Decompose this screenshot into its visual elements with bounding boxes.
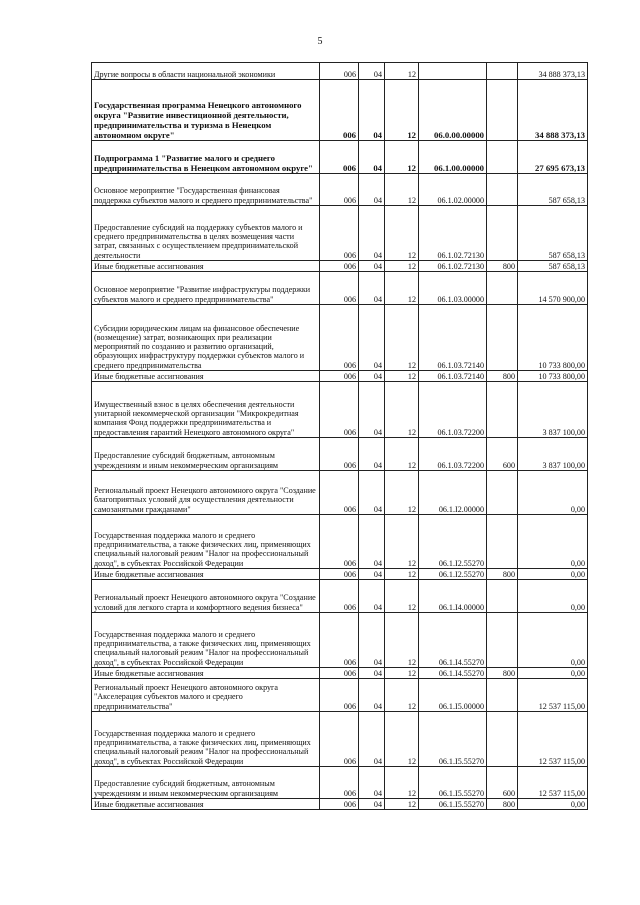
ministry-code-cell: 006 bbox=[320, 382, 359, 438]
section-code-cell: 04 bbox=[359, 141, 385, 174]
section-code-cell: 04 bbox=[359, 679, 385, 712]
ministry-code-cell: 006 bbox=[320, 206, 359, 261]
table-row bbox=[92, 261, 588, 272]
row-name-cell: Государственная поддержка малого и среднего предпринимательства, а также физических лиц, применяющих специальный налоговый режим "Налог на профессиональный доход", в субъектах Российской Федерации bbox=[92, 515, 320, 569]
row-name-cell: Региональный проект Ненецкого автономного округа "Акселерация субъектов малого и среднего предпринимательства" bbox=[92, 679, 320, 712]
expense-type-cell: 800 bbox=[487, 569, 518, 580]
target-article-cell: 06.1.I5.55270 bbox=[419, 799, 487, 810]
amount-cell: 3 837 100,00 bbox=[518, 438, 588, 471]
amount-cell: 0,00 bbox=[518, 515, 588, 569]
subsection-code-cell: 12 bbox=[385, 613, 419, 668]
ministry-code-cell: 006 bbox=[320, 767, 359, 799]
subsection-code-cell: 12 bbox=[385, 580, 419, 613]
row-name-cell: Основное мероприятие "Развитие инфраструктуры поддержки субъектов малого и среднего предпринимательства" bbox=[92, 272, 320, 305]
target-article-cell: 06.1.02.00000 bbox=[419, 174, 487, 206]
amount-cell: 587 658,13 bbox=[518, 174, 588, 206]
table-row bbox=[92, 799, 588, 810]
ministry-code-cell: 006 bbox=[320, 613, 359, 668]
subsection-code-cell: 12 bbox=[385, 272, 419, 305]
subsection-code-cell: 12 bbox=[385, 382, 419, 438]
expense-type-cell bbox=[487, 712, 518, 767]
section-code-cell: 04 bbox=[359, 174, 385, 206]
amount-cell: 12 537 115,00 bbox=[518, 679, 588, 712]
ministry-code-cell: 006 bbox=[320, 272, 359, 305]
table-row bbox=[92, 569, 588, 580]
section-code-cell: 04 bbox=[359, 471, 385, 515]
table-row bbox=[92, 141, 588, 174]
section-code-cell: 04 bbox=[359, 515, 385, 569]
subsection-code-cell: 12 bbox=[385, 679, 419, 712]
expense-type-cell bbox=[487, 679, 518, 712]
target-article-cell: 06.1.I4.00000 bbox=[419, 580, 487, 613]
amount-cell: 10 733 800,00 bbox=[518, 371, 588, 382]
amount-cell: 0,00 bbox=[518, 668, 588, 679]
row-name-cell: Основное мероприятие "Государственная финансовая поддержка субъектов малого и среднего предпринимательства" bbox=[92, 174, 320, 206]
target-article-cell: 06.0.00.00000 bbox=[419, 80, 487, 141]
expense-type-cell: 800 bbox=[487, 261, 518, 272]
ministry-code-cell: 006 bbox=[320, 63, 359, 80]
table-row bbox=[92, 272, 588, 305]
amount-cell: 34 888 373,13 bbox=[518, 80, 588, 141]
amount-cell: 34 888 373,13 bbox=[518, 63, 588, 80]
target-article-cell: 06.1.I2.00000 bbox=[419, 471, 487, 515]
budget-table bbox=[91, 62, 588, 810]
table-row bbox=[92, 613, 588, 668]
ministry-code-cell: 006 bbox=[320, 438, 359, 471]
target-article-cell: 06.1.I5.55270 bbox=[419, 767, 487, 799]
row-name-cell: Региональный проект Ненецкого автономного округа "Создание благоприятных условий для осуществления деятельности самозанятыми гражданами" bbox=[92, 471, 320, 515]
subsection-code-cell: 12 bbox=[385, 569, 419, 580]
section-code-cell: 04 bbox=[359, 80, 385, 141]
subsection-code-cell: 12 bbox=[385, 63, 419, 80]
ministry-code-cell: 006 bbox=[320, 580, 359, 613]
expense-type-cell: 800 bbox=[487, 668, 518, 679]
expense-type-cell bbox=[487, 515, 518, 569]
table-row bbox=[92, 206, 588, 261]
section-code-cell: 04 bbox=[359, 613, 385, 668]
row-name-cell: Другие вопросы в области национальной экономики bbox=[92, 63, 320, 80]
ministry-code-cell: 006 bbox=[320, 471, 359, 515]
ministry-code-cell: 006 bbox=[320, 569, 359, 580]
row-name-cell: Предоставление субсидий на поддержку субъектов малого и среднего предпринимательства в целях возмещения части затрат, связанных с осуществлением предпринимательской деятельности bbox=[92, 206, 320, 261]
row-name-cell: Иные бюджетные ассигнования bbox=[92, 371, 320, 382]
table-row bbox=[92, 371, 588, 382]
target-article-cell: 06.1.02.72130 bbox=[419, 261, 487, 272]
row-name-cell: Имущественный взнос в целях обеспечения деятельности унитарной некоммерческой организации "Микрокредитная компания Фонд поддержки предпринимательства и предоставления гарантий Ненецкого автономного округа" bbox=[92, 382, 320, 438]
amount-cell: 0,00 bbox=[518, 613, 588, 668]
ministry-code-cell: 006 bbox=[320, 261, 359, 272]
target-article-cell: 06.1.I4.55270 bbox=[419, 613, 487, 668]
section-code-cell: 04 bbox=[359, 272, 385, 305]
ministry-code-cell: 006 bbox=[320, 712, 359, 767]
expense-type-cell bbox=[487, 580, 518, 613]
amount-cell: 3 837 100,00 bbox=[518, 382, 588, 438]
section-code-cell: 04 bbox=[359, 569, 385, 580]
table-row bbox=[92, 174, 588, 206]
table-row bbox=[92, 471, 588, 515]
ministry-code-cell: 006 bbox=[320, 174, 359, 206]
expense-type-cell: 600 bbox=[487, 767, 518, 799]
ministry-code-cell: 006 bbox=[320, 668, 359, 679]
ministry-code-cell: 006 bbox=[320, 80, 359, 141]
expense-type-cell bbox=[487, 613, 518, 668]
table-row bbox=[92, 305, 588, 371]
subsection-code-cell: 12 bbox=[385, 305, 419, 371]
ministry-code-cell: 006 bbox=[320, 371, 359, 382]
amount-cell: 587 658,13 bbox=[518, 261, 588, 272]
amount-cell: 0,00 bbox=[518, 580, 588, 613]
row-name-cell: Государственная программа Ненецкого автономного округа "Развитие инвестиционной деятельности, предпринимательства и туризма в Ненецком автономном округе" bbox=[92, 80, 320, 141]
subsection-code-cell: 12 bbox=[385, 206, 419, 261]
row-name-cell: Подпрограмма 1 "Развитие малого и среднего предпринимательства в Ненецком автономном округе" bbox=[92, 141, 320, 174]
expense-type-cell: 800 bbox=[487, 371, 518, 382]
expense-type-cell bbox=[487, 174, 518, 206]
section-code-cell: 04 bbox=[359, 799, 385, 810]
amount-cell: 12 537 115,00 bbox=[518, 712, 588, 767]
row-name-cell: Иные бюджетные ассигнования bbox=[92, 668, 320, 679]
section-code-cell: 04 bbox=[359, 767, 385, 799]
target-article-cell: 06.1.I2.55270 bbox=[419, 515, 487, 569]
target-article-cell: 06.1.I5.55270 bbox=[419, 712, 487, 767]
row-name-cell: Государственная поддержка малого и среднего предпринимательства, а также физических лиц, применяющих специальный налоговый режим "Налог на профессиональный доход", в субъектах Российской Федерации bbox=[92, 712, 320, 767]
amount-cell: 27 695 673,13 bbox=[518, 141, 588, 174]
expense-type-cell bbox=[487, 272, 518, 305]
row-name-cell: Предоставление субсидий бюджетным, автономным учреждениям и иным некоммерческим организациям bbox=[92, 767, 320, 799]
section-code-cell: 04 bbox=[359, 580, 385, 613]
amount-cell: 0,00 bbox=[518, 569, 588, 580]
ministry-code-cell: 006 bbox=[320, 679, 359, 712]
subsection-code-cell: 12 bbox=[385, 515, 419, 569]
target-article-cell bbox=[419, 63, 487, 80]
ministry-code-cell: 006 bbox=[320, 141, 359, 174]
row-name-cell: Иные бюджетные ассигнования bbox=[92, 799, 320, 810]
expense-type-cell bbox=[487, 471, 518, 515]
amount-cell: 12 537 115,00 bbox=[518, 767, 588, 799]
section-code-cell: 04 bbox=[359, 438, 385, 471]
subsection-code-cell: 12 bbox=[385, 174, 419, 206]
row-name-cell: Региональный проект Ненецкого автономного округа "Создание условий для легкого старта и комфортного ведения бизнеса" bbox=[92, 580, 320, 613]
amount-cell: 587 658,13 bbox=[518, 206, 588, 261]
row-name-cell: Иные бюджетные ассигнования bbox=[92, 569, 320, 580]
expense-type-cell bbox=[487, 141, 518, 174]
amount-cell: 0,00 bbox=[518, 799, 588, 810]
subsection-code-cell: 12 bbox=[385, 371, 419, 382]
page-number: 5 bbox=[317, 36, 323, 47]
table-row bbox=[92, 668, 588, 679]
section-code-cell: 04 bbox=[359, 712, 385, 767]
target-article-cell: 06.1.03.72200 bbox=[419, 438, 487, 471]
table-row bbox=[92, 767, 588, 799]
expense-type-cell bbox=[487, 305, 518, 371]
section-code-cell: 04 bbox=[359, 371, 385, 382]
table-row bbox=[92, 80, 588, 141]
target-article-cell: 06.1.I2.55270 bbox=[419, 569, 487, 580]
target-article-cell: 06.1.02.72130 bbox=[419, 206, 487, 261]
target-article-cell: 06.1.03.72140 bbox=[419, 305, 487, 371]
subsection-code-cell: 12 bbox=[385, 799, 419, 810]
subsection-code-cell: 12 bbox=[385, 668, 419, 679]
row-name-cell: Предоставление субсидий бюджетным, автономным учреждениям и иным некоммерческим организациям bbox=[92, 438, 320, 471]
budget-table-body bbox=[92, 63, 588, 810]
expense-type-cell bbox=[487, 80, 518, 141]
table-row bbox=[92, 712, 588, 767]
amount-cell: 0,00 bbox=[518, 471, 588, 515]
subsection-code-cell: 12 bbox=[385, 767, 419, 799]
subsection-code-cell: 12 bbox=[385, 141, 419, 174]
subsection-code-cell: 12 bbox=[385, 438, 419, 471]
subsection-code-cell: 12 bbox=[385, 471, 419, 515]
ministry-code-cell: 006 bbox=[320, 515, 359, 569]
section-code-cell: 04 bbox=[359, 206, 385, 261]
table-row bbox=[92, 382, 588, 438]
table-row bbox=[92, 438, 588, 471]
target-article-cell: 06.1.03.72140 bbox=[419, 371, 487, 382]
section-code-cell: 04 bbox=[359, 382, 385, 438]
section-code-cell: 04 bbox=[359, 261, 385, 272]
table-row bbox=[92, 515, 588, 569]
table-row bbox=[92, 679, 588, 712]
section-code-cell: 04 bbox=[359, 668, 385, 679]
table-row bbox=[92, 580, 588, 613]
expense-type-cell: 800 bbox=[487, 799, 518, 810]
section-code-cell: 04 bbox=[359, 305, 385, 371]
amount-cell: 14 570 900,00 bbox=[518, 272, 588, 305]
ministry-code-cell: 006 bbox=[320, 305, 359, 371]
amount-cell: 10 733 800,00 bbox=[518, 305, 588, 371]
row-name-cell: Государственная поддержка малого и среднего предпринимательства, а также физических лиц, применяющих специальный налоговый режим "Налог на профессиональный доход", в субъектах Российской Федерации bbox=[92, 613, 320, 668]
subsection-code-cell: 12 bbox=[385, 80, 419, 141]
subsection-code-cell: 12 bbox=[385, 261, 419, 272]
expense-type-cell bbox=[487, 382, 518, 438]
expense-type-cell: 600 bbox=[487, 438, 518, 471]
target-article-cell: 06.1.00.00000 bbox=[419, 141, 487, 174]
expense-type-cell bbox=[487, 206, 518, 261]
target-article-cell: 06.1.03.00000 bbox=[419, 272, 487, 305]
table-row bbox=[92, 63, 588, 80]
ministry-code-cell: 006 bbox=[320, 799, 359, 810]
expense-type-cell bbox=[487, 63, 518, 80]
section-code-cell: 04 bbox=[359, 63, 385, 80]
row-name-cell: Субсидии юридическим лицам на финансовое обеспечение (возмещение) затрат, возникающих при реализации мероприятий по созданию и развитию организаций, образующих инфраструктуру поддержки субъектов малого и среднего предпринимательства bbox=[92, 305, 320, 371]
target-article-cell: 06.1.03.72200 bbox=[419, 382, 487, 438]
target-article-cell: 06.1.I5.00000 bbox=[419, 679, 487, 712]
target-article-cell: 06.1.I4.55270 bbox=[419, 668, 487, 679]
subsection-code-cell: 12 bbox=[385, 712, 419, 767]
row-name-cell: Иные бюджетные ассигнования bbox=[92, 261, 320, 272]
